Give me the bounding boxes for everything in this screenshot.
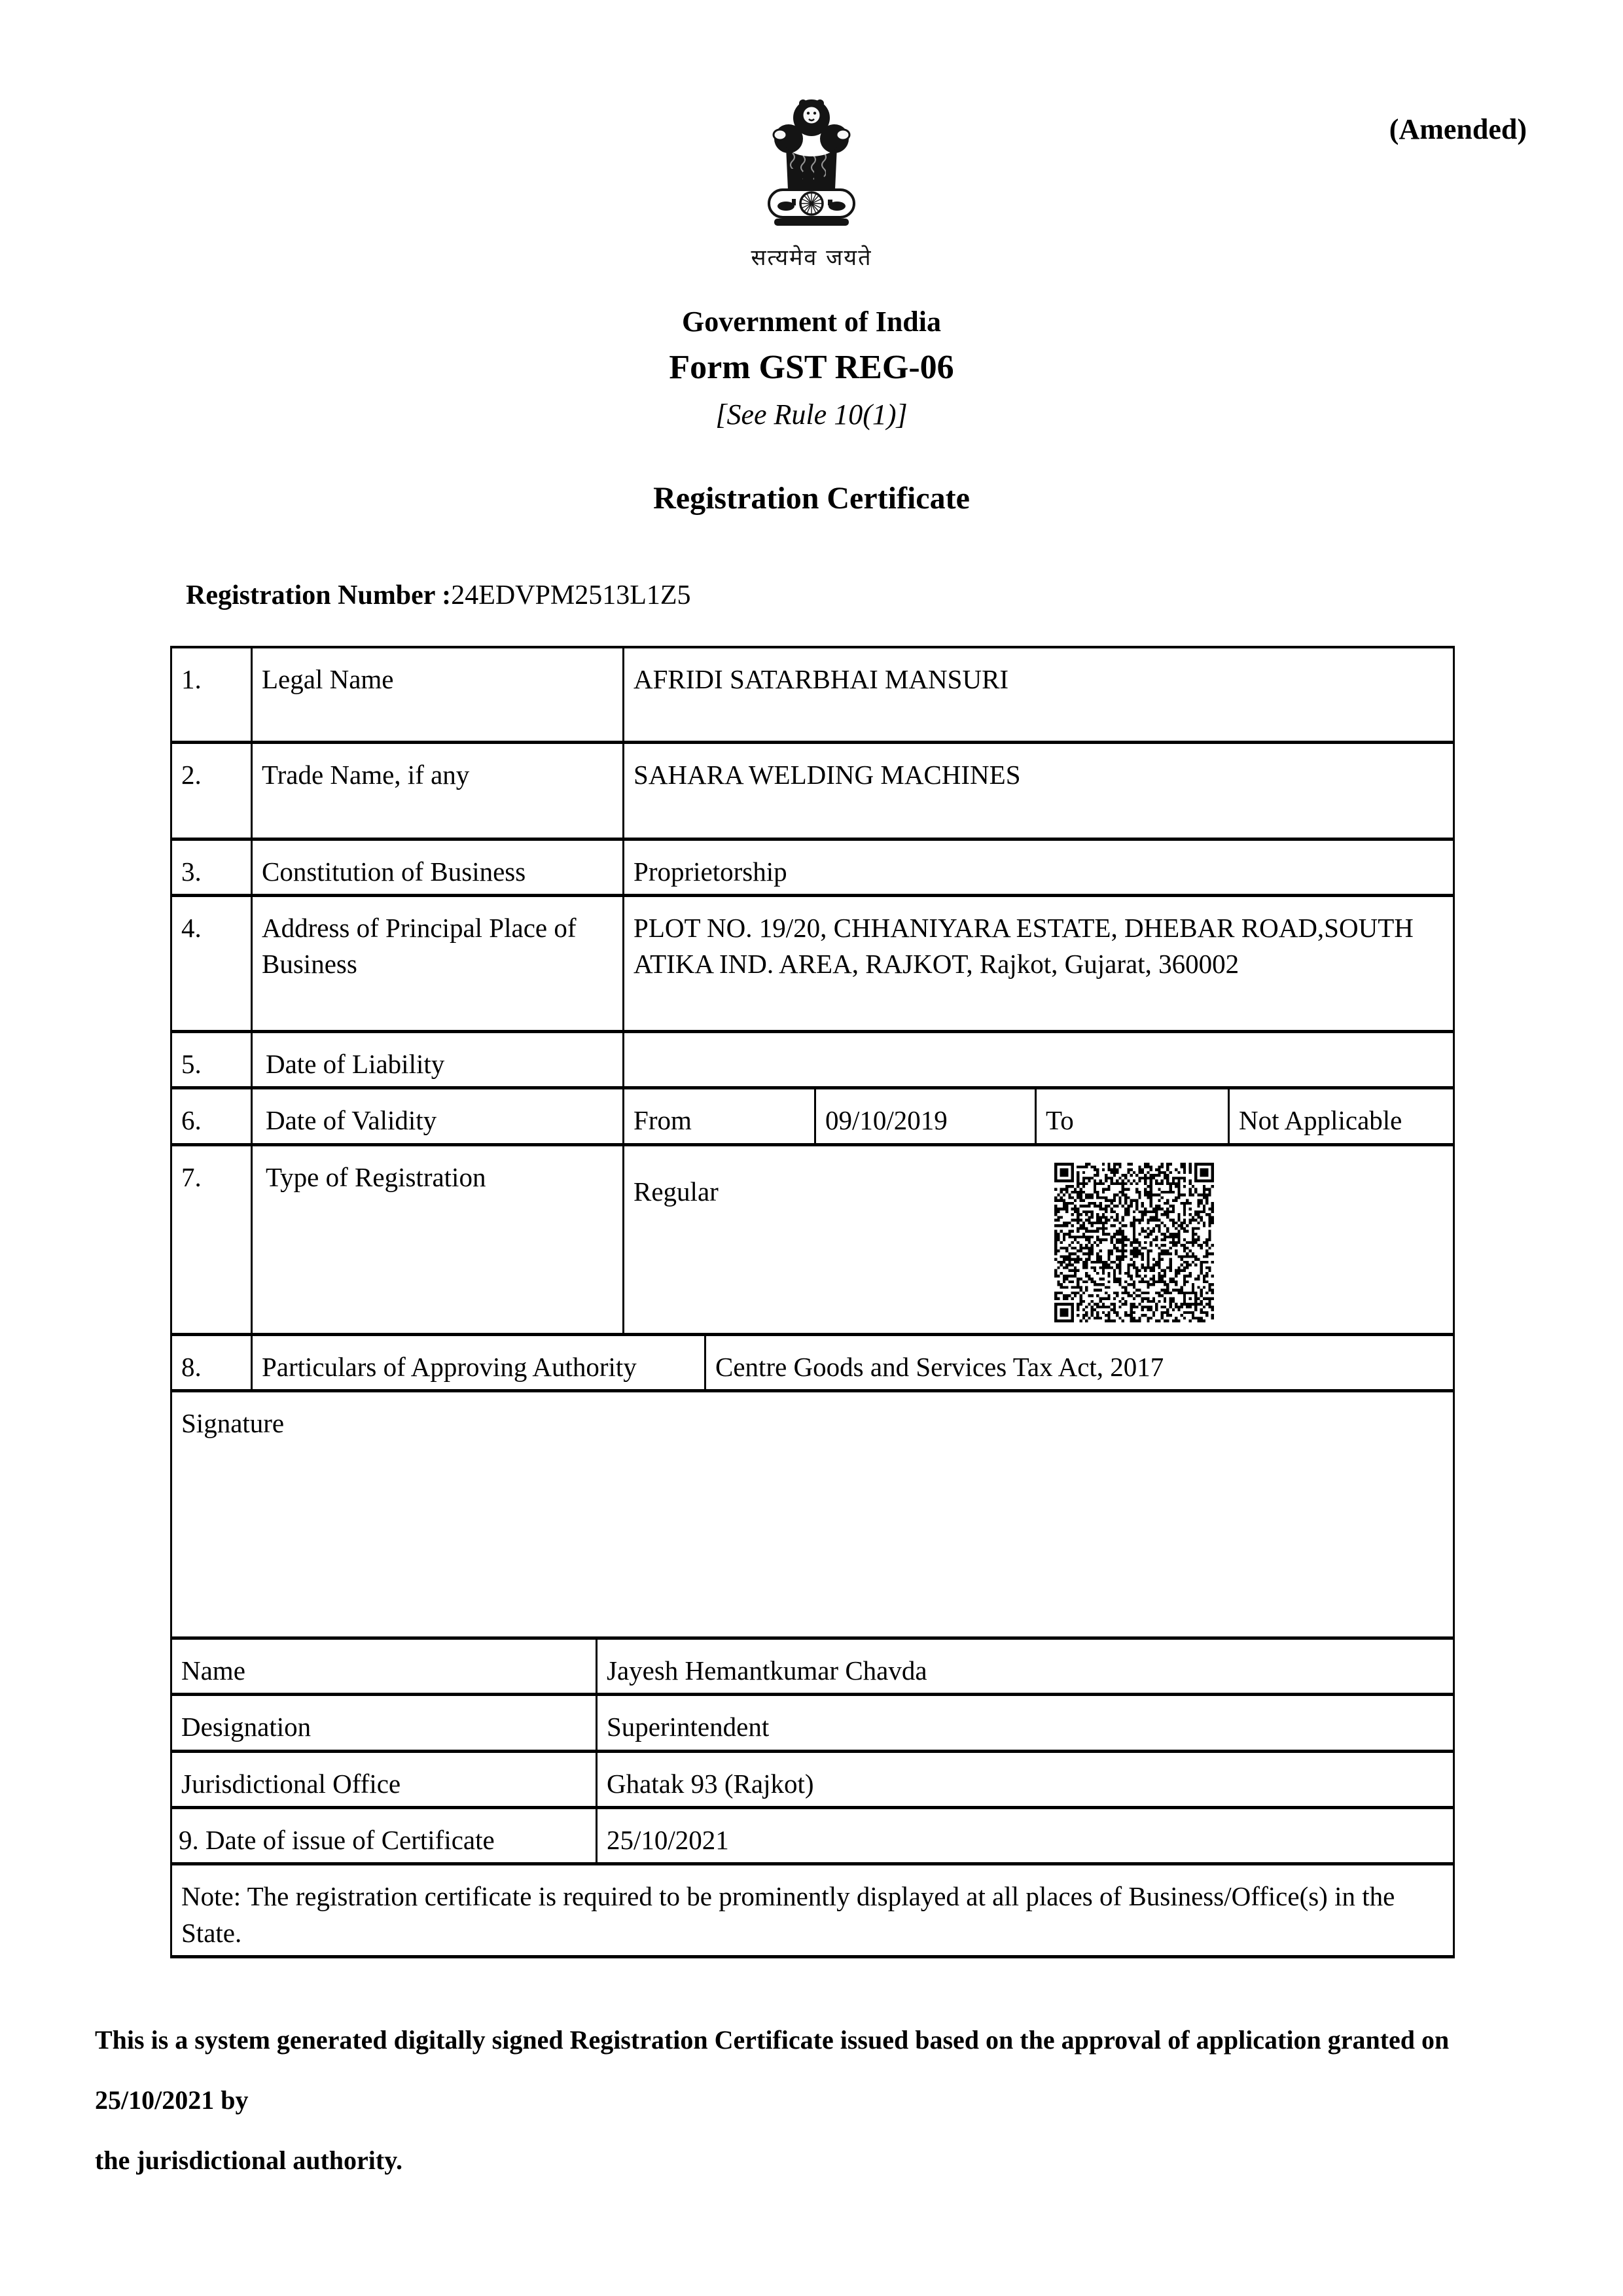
row-address	[171, 895, 1454, 1031]
row-legal-name-label: Legal Name	[252, 647, 624, 742]
row-validity-no: 6.	[171, 1088, 252, 1144]
row-address-label: Address of Principal Place of Business	[252, 895, 624, 1031]
row-jurisdictional-office	[171, 1751, 1454, 1807]
india-emblem	[713, 90, 910, 272]
row-constitution-label: Constitution of Business	[252, 839, 624, 895]
row-registration-type-label: Type of Registration	[252, 1144, 624, 1334]
row-designation-value: Superintendent	[597, 1695, 1454, 1751]
satyameva-jayate-caption: सत्यमेव जयते	[751, 245, 872, 271]
row-validity-from-value: 09/10/2019	[815, 1088, 1036, 1144]
row-validity	[171, 1088, 1454, 1144]
row-trade-name-value: SAHARA WELDING MACHINES	[624, 742, 1454, 839]
row-liability-label: Date of Liability	[252, 1031, 624, 1087]
row-address-no: 4.	[171, 895, 252, 1031]
row-legal-name-value: AFRIDI SATARBHAI MANSURI	[624, 647, 1454, 742]
row-validity-to-value: Not Applicable	[1229, 1088, 1454, 1144]
row-trade-name-label: Trade Name, if any	[252, 742, 624, 839]
row-liability-no: 5.	[171, 1031, 252, 1087]
row-note	[171, 1864, 1454, 1957]
footer-statement	[95, 2010, 1561, 2191]
row-jurisdictional-office-label: Jurisdictional Office	[171, 1751, 597, 1807]
form-title: Form GST REG-06	[669, 349, 954, 386]
row-validity-label: Date of Validity	[252, 1088, 624, 1144]
row-approving-authority-label: Particulars of Approving Authority	[252, 1334, 705, 1390]
note-cell: Note: The registration certificate is required to be prominently displayed at all places of Business/Office(s) in the State.	[171, 1864, 1454, 1957]
row-registration-type	[171, 1144, 1454, 1334]
row-designation-label: Designation	[171, 1695, 597, 1751]
footer-statement-line2: the jurisdictional authority.	[95, 2146, 403, 2175]
registration-type-text: Regular	[633, 1176, 719, 1207]
row-signature	[171, 1390, 1454, 1638]
row-trade-name-no: 2.	[171, 742, 252, 839]
row-designation	[171, 1695, 1454, 1751]
row-approving-authority-no: 8.	[171, 1334, 252, 1390]
row-name-label: Name	[171, 1638, 597, 1694]
row-trade-name	[171, 742, 1454, 839]
registration-number-line	[186, 580, 691, 611]
footer-statement-line1: This is a system generated digitally signed Registration Certificate issued based on the approval of application granted on 25/10/2021 by	[95, 2025, 1450, 2115]
row-address-value: PLOT NO. 19/20, CHHANIYARA ESTATE, DHEBAR ROAD,SOUTH ATIKA IND. AREA, RAJKOT, Rajkot, Gujarat, 360002	[624, 895, 1454, 1031]
certificate-table	[170, 646, 1455, 1958]
row-registration-type-no: 7.	[171, 1144, 252, 1334]
qr-code	[1054, 1163, 1214, 1322]
row-name-value: Jayesh Hemantkumar Chavda	[597, 1638, 1454, 1694]
row-issue-date	[171, 1807, 1454, 1863]
row-issue-date-value: 25/10/2021	[597, 1807, 1454, 1863]
registration-number-label: Registration Number :	[186, 580, 452, 610]
row-constitution-value: Proprietorship	[624, 839, 1454, 895]
row-validity-from-label: From	[624, 1088, 815, 1144]
row-constitution	[171, 839, 1454, 895]
row-legal-name	[171, 647, 1454, 742]
row-constitution-no: 3.	[171, 839, 252, 895]
signature-cell: Signature	[171, 1390, 1454, 1638]
row-legal-name-no: 1.	[171, 647, 252, 742]
row-liability	[171, 1031, 1454, 1087]
lion-capital-icon	[764, 90, 859, 232]
row-name	[171, 1638, 1454, 1694]
government-of-india-heading: Government of India	[682, 306, 941, 338]
row-liability-value	[624, 1031, 1454, 1087]
rule-reference: [See Rule 10(1)]	[715, 398, 908, 431]
certificate-title: Registration Certificate	[653, 481, 970, 516]
row-jurisdictional-office-value: Ghatak 93 (Rajkot)	[597, 1751, 1454, 1807]
amended-tag: (Amended)	[1389, 113, 1527, 145]
row-approving-authority-value: Centre Goods and Services Tax Act, 2017	[705, 1334, 1454, 1390]
registration-number-value: 24EDVPM2513L1Z5	[451, 580, 691, 610]
row-registration-type-value	[624, 1144, 1454, 1334]
row-issue-date-label: 9. Date of issue of Certificate	[171, 1807, 597, 1863]
row-validity-to-label: To	[1036, 1088, 1229, 1144]
row-approving-authority	[171, 1334, 1454, 1390]
